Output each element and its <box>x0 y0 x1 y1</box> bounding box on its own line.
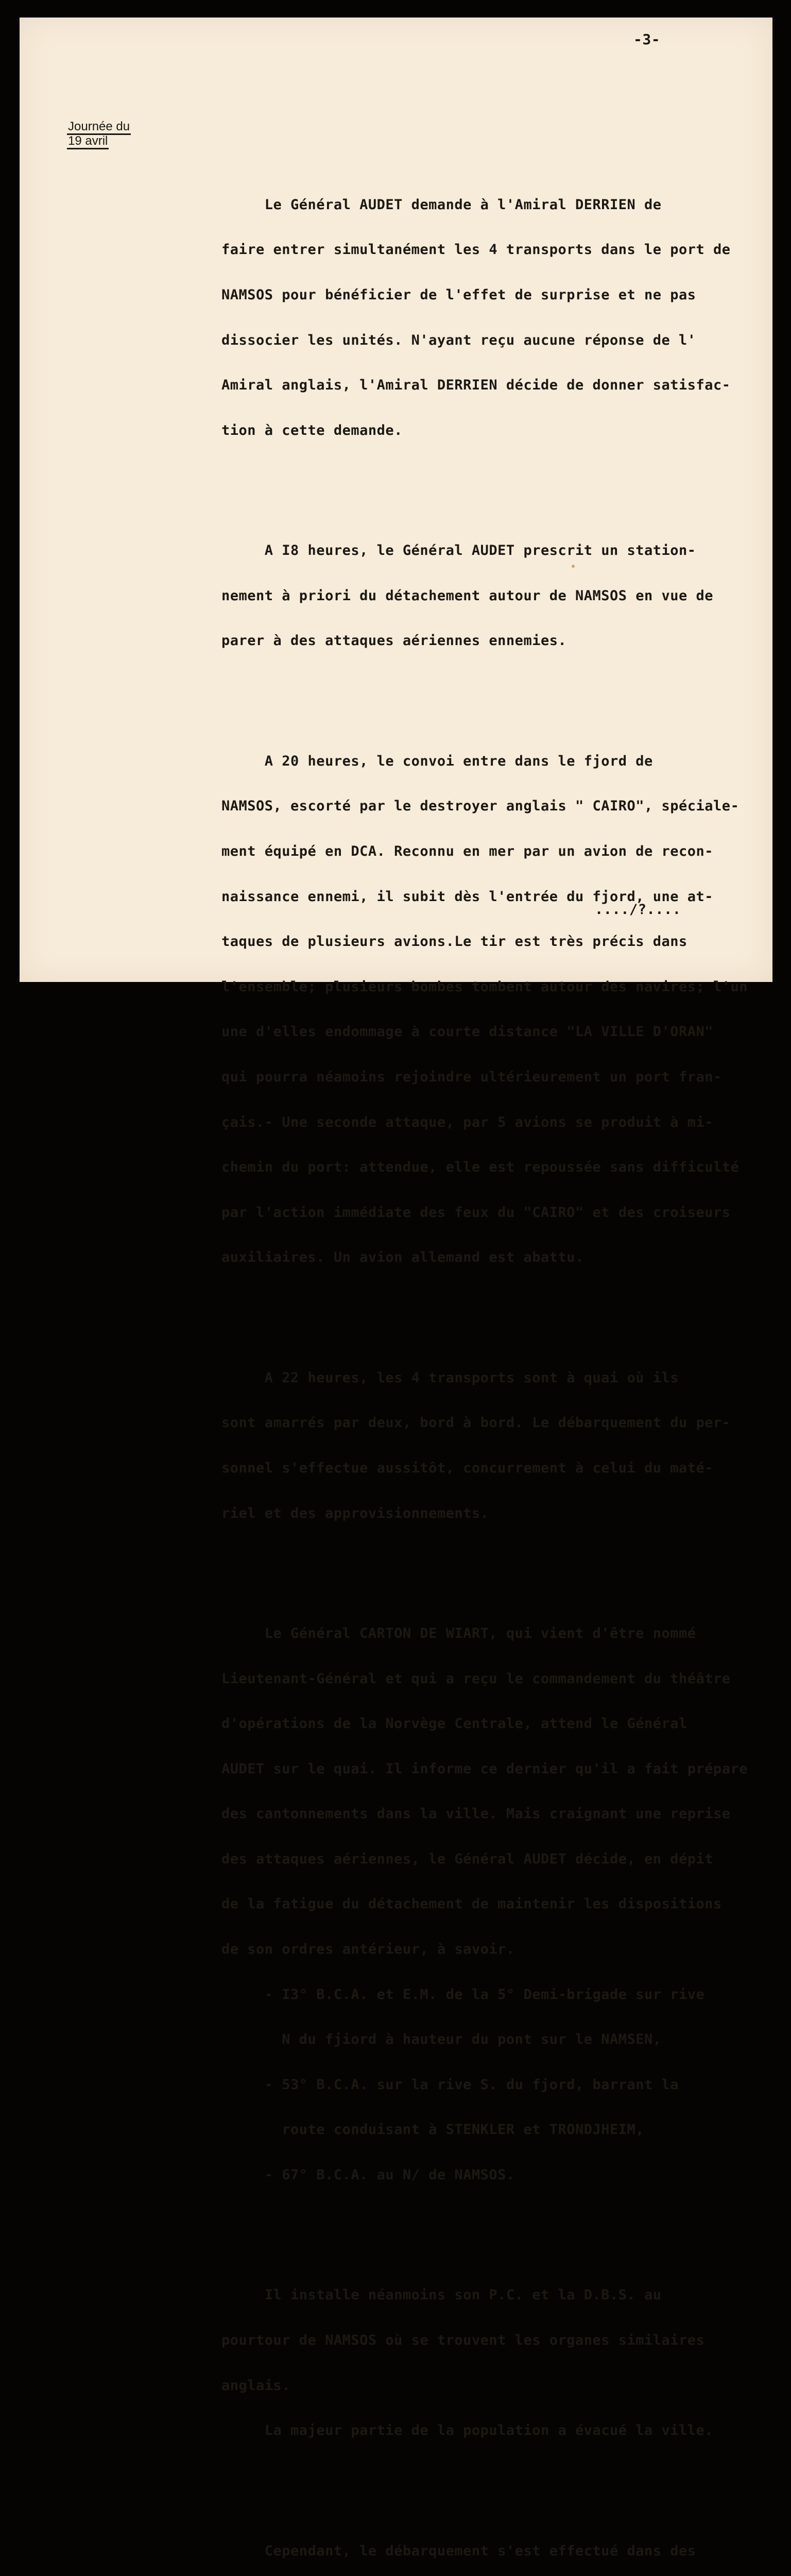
text-line: des cantonnements dans la ville. Mais craignant une reprise <box>221 1806 731 1822</box>
continuation-marker: ..../?.... <box>595 902 681 918</box>
paragraph <box>221 1596 767 2213</box>
text-line: A I8 heures, le Général AUDET prescrit un station- <box>221 543 696 559</box>
text-line: de son ordres antérieur, à savoir. <box>221 1941 515 1958</box>
text-line: l'ensemble; plusieurs bombes tombent autour des navires; l'un <box>221 978 748 995</box>
paragraph <box>221 2513 767 2576</box>
list-item: - 67° B.C.A. au N/ de NAMSOS. <box>221 2167 515 2183</box>
text-line: Lieutenant-Général et qui a reçu le commandement du théâtre <box>221 1670 731 1687</box>
list-item: - 53° B.C.A. sur la rive S. du fjord, barrant la <box>221 2076 679 2093</box>
date-margin-label <box>67 120 131 148</box>
text-line: pourtour de NAMSOS où se trouvent les organes similaires <box>221 2332 705 2349</box>
list-item: - I3° B.C.A. et E.M. de la 5° Demi-brigade sur rive <box>221 1986 705 2003</box>
text-line: naissance ennemi, il subit dès l'entrée du fjord, une at- <box>221 888 714 905</box>
text-line: riel et des approvisionnements. <box>221 1505 489 1521</box>
text-line: faire entrer simultanément les 4 transports dans le port de <box>221 242 731 258</box>
paragraph <box>221 2258 767 2468</box>
text-line: Cependant, le débarquement s'est effectué dans des <box>221 2543 696 2559</box>
text-line: tion à cette demande. <box>221 422 403 438</box>
text-line: A 22 heures, les 4 transports sont à quai où ils <box>221 1369 679 1386</box>
text-line: d'opérations de la Norvège Centrale, attend le Général <box>221 1716 687 1732</box>
page-number: -3- <box>633 31 661 48</box>
text-line: taques de plusieurs avions.Le tir est très précis dans <box>221 934 687 950</box>
text-line: des attaques aériennes, le Général AUDET décide, en dépit <box>221 1851 714 1867</box>
paragraph <box>221 1340 767 1551</box>
text-line: La majeur partie de la population a évacué la ville. <box>221 2422 714 2439</box>
paragraph <box>221 167 767 468</box>
list-item: route conduisant à STENKLER et TRONDJHEIM, <box>221 2122 645 2138</box>
text-line: Le Général CARTON DE WIART, qui vient d'être nommé <box>221 1625 696 1641</box>
text-line: parer à des attaques aériennes ennemies. <box>221 633 567 649</box>
text-line: dissocier les unités. N'ayant reçu aucune réponse de l' <box>221 332 696 348</box>
text-line: çais.- Une seconde attaque, par 5 avions se produit à mi- <box>221 1114 714 1130</box>
text-line: Il installe néanmoins son P.C. et la D.B.S. au <box>221 2287 662 2303</box>
text-line: auxiliaires. Un avion allemand est abattu. <box>221 1249 584 1266</box>
text-line: par l'action immédiate des feux du "CAIRO" et des croiseurs <box>221 1204 731 1221</box>
text-line: nement à priori du détachement autour de NAMSOS en vue de <box>221 587 714 604</box>
text-line: chemin du port: attendue, elle est repoussée sans difficulté <box>221 1159 740 1176</box>
date-label-line2: 19 avril <box>67 134 109 149</box>
text-line: une d'elles endommage à courte distance "LA VILLE D'ORAN" <box>221 1024 714 1040</box>
text-line: NAMSOS, escorté par le destroyer anglais " CAIRO", spéciale- <box>221 798 740 815</box>
date-label-line1: Journée du <box>67 120 131 135</box>
body-text <box>221 137 767 2576</box>
text-line: ment équipé en DCA. Reconnu en mer par un avion de recon- <box>221 843 714 859</box>
paragraph <box>221 513 767 679</box>
paragraph <box>221 723 767 1295</box>
text-line: NAMSOS pour bénéficier de l'effet de surprise et ne pas <box>221 287 696 303</box>
text-line: Amiral anglais, l'Amiral DERRIEN décide de donner satisfac- <box>221 377 731 394</box>
text-line: AUDET sur le quai. Il informe ce dernier qu'il a fait prépare <box>221 1760 748 1777</box>
text-line: sonnel s'effectue aussitôt, concurrement à celui du maté- <box>221 1460 714 1476</box>
list-item: N du fjiord à hauteur du pont sur le NAMSEN, <box>221 2031 662 2048</box>
text-line: qui pourra néamoins rejoindre ultérieurement un port fran- <box>221 1069 722 1085</box>
text-line: Le Général AUDET demande à l'Amiral DERRIEN de <box>221 196 662 213</box>
text-line: A 20 heures, le convoi entre dans le fjord de <box>221 753 653 769</box>
text-line: de la fatigue du détachement de maintenir les dispositions <box>221 1896 722 1912</box>
text-line: sont amarrés par deux, bord à bord. Le débarquement du per- <box>221 1415 731 1431</box>
text-line: anglais. <box>221 2377 291 2394</box>
